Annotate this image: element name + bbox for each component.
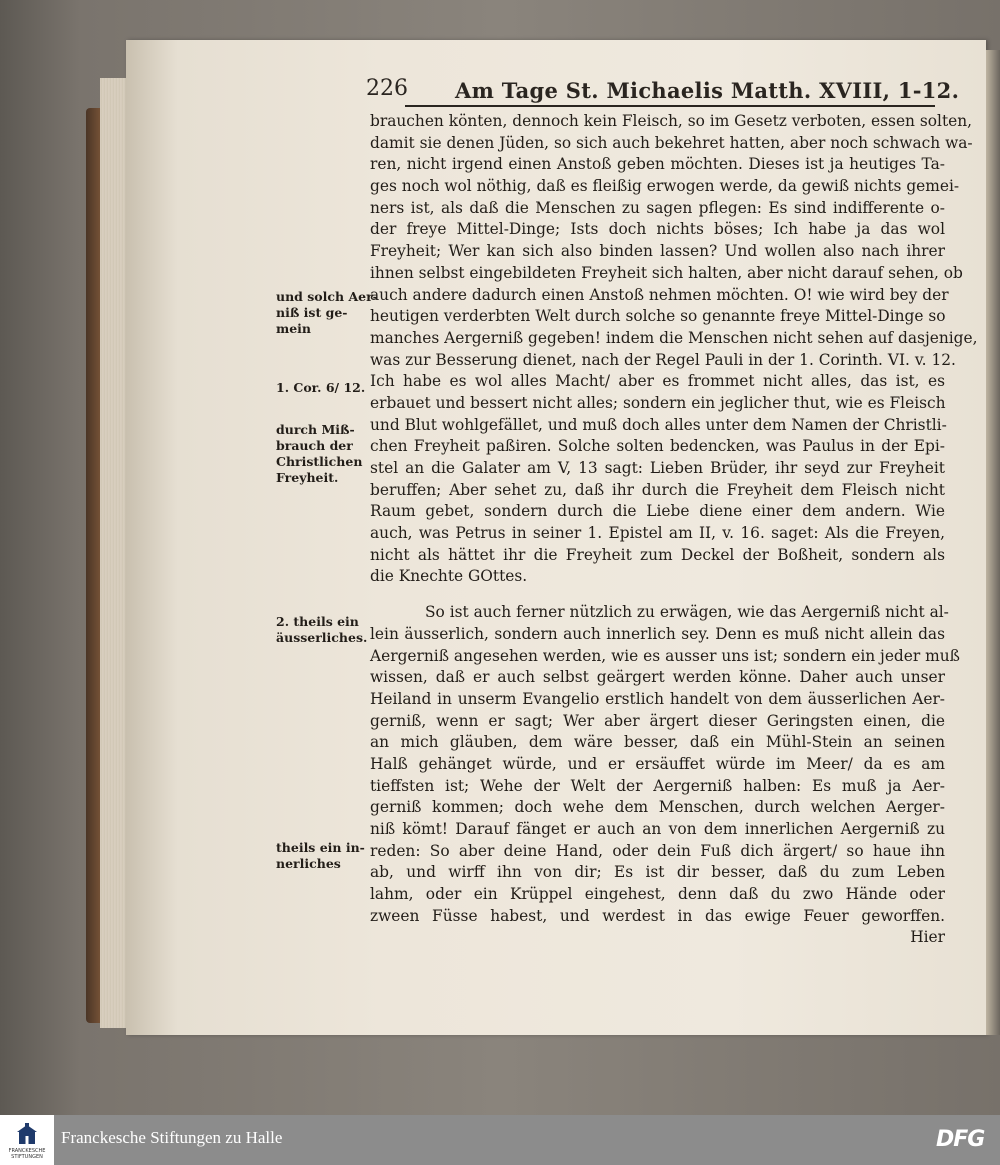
text-line: zween Füsse habest, und werdest in das ewige Feuer geworffen. bbox=[370, 906, 945, 925]
margin-note-innerliches: theils ein in- nerliches bbox=[276, 840, 365, 871]
text-line: tieffsten ist; Wehe der Welt der Aergerniß halben: Es muß ja Aer- bbox=[370, 776, 945, 795]
text-line: und Blut wohlgefället, und muß doch alles unter dem Namen der Christli- bbox=[370, 415, 947, 434]
text-line: wissen, daß er auch selbst geärgert werden könne. Daher auch unser bbox=[370, 668, 945, 687]
text-line: ners ist, als daß die Menschen zu sagen pflegen: Es sind indifferente o- bbox=[370, 198, 945, 217]
text-line: ren, nicht irgend einen Anstoß geben möchten. Dieses ist ja heutiges Ta- bbox=[370, 155, 945, 174]
text-line: lahm, oder ein Krüppel eingehest, denn daß du zwo Hände oder bbox=[370, 885, 945, 904]
page-number: 226 bbox=[366, 76, 408, 101]
text-line: Ich habe es wol alles Macht/ aber es frommet nicht alles, das ist, es bbox=[370, 372, 945, 391]
text-line: Freyheit; Wer kan sich also binden lassen? Und wollen also nach ihrer bbox=[370, 242, 945, 261]
footer-bar bbox=[0, 1115, 1000, 1165]
text-line: ab, und wirff ihn von dir; Es ist dir besser, daß du zum Leben bbox=[370, 863, 945, 882]
text-line: manches Aergerniß gegeben! indem die Menschen nicht sehen auf dasjenige, bbox=[370, 328, 978, 347]
text-line: was zur Besserung dienet, nach der Regel Pauli in der 1. Corinth. VI. v. 12. bbox=[370, 350, 956, 369]
text-line: chen Freyheit paßiren. Solche solten bedencken, was Paulus in der Epi- bbox=[370, 437, 945, 456]
page-right-edge bbox=[986, 50, 1000, 1035]
margin-note-missbrauch: durch Miß- brauch der Christlichen Freyheit. bbox=[276, 422, 363, 485]
text-line: gerniß, wenn er sagt; Wer aber ärgert dieser Geringsten einen, die bbox=[370, 711, 945, 730]
text-line: Aergerniß angesehen werden, wie es ausser uns ist; sondern ein jeder muß bbox=[370, 646, 960, 665]
text-line: erbauet und bessert nicht alles; sondern ein jeglicher thut, wie es Fleisch bbox=[370, 393, 946, 412]
text-line: lein äusserlich, sondern auch innerlich sey. Denn es muß nicht allein das bbox=[370, 624, 945, 643]
institution-name[interactable]: Franckesche Stiftungen zu Halle bbox=[61, 1128, 283, 1147]
building-icon bbox=[17, 1123, 37, 1145]
paragraph-gap bbox=[370, 588, 945, 602]
text-line: Heiland in unserm Evangelio erstlich handelt von dem äusserlichen Aer- bbox=[370, 689, 945, 708]
logo-caption: FRANCKESCHE STIFTUNGEN bbox=[8, 1148, 46, 1160]
text-line: die Knechte GOttes. bbox=[370, 567, 528, 586]
text-line: So ist auch ferner nützlich zu erwägen, wie das Aergerniß nicht al- bbox=[425, 603, 949, 622]
text-line: damit sie denen Jüden, so sich auch bekehret hatten, aber noch schwach wa- bbox=[370, 133, 973, 152]
text-line: niß kömt! Darauf fänget er auch an von dem innerlichen Aergerniß zu bbox=[370, 820, 945, 838]
text-line: stel an die Galater am V, 13 sagt: Lieben Brüder, ihr seyd zur Freyheit bbox=[370, 459, 945, 477]
text-line: Halß gehänget würde, und er ersäuffet würde im Meer/ da es am bbox=[370, 754, 945, 773]
text-line: beruffen; Aber sehet zu, daß ihr durch die Freyheit dem Fleisch nicht bbox=[370, 480, 945, 499]
text-line: brauchen könten, dennoch kein Fleisch, so im Gesetz verboten, essen solten, bbox=[370, 112, 973, 130]
text-line: auch, was Petrus in seiner 1. Epistel am II, v. 16. saget: Als die Freyen, bbox=[370, 524, 945, 543]
text-line: auch andere dadurch einen Anstoß nehmen möchten. O! wie wird bey der bbox=[370, 285, 949, 304]
running-title: Am Tage St. Michaelis Matth. XVIII, 1-12. bbox=[455, 78, 960, 103]
text-line: der freye Mittel-Dinge; Ists doch nichts böses; Ich habe ja das wol bbox=[370, 220, 945, 239]
text-line: nicht als hättet ihr die Freyheit zum Deckel der Boßheit, sondern als bbox=[370, 545, 945, 564]
text-line: ihnen selbst eingebildeten Freyheit sich halten, aber nicht darauf sehen, ob bbox=[370, 263, 963, 282]
dfg-logo[interactable]: DFG bbox=[936, 1127, 985, 1152]
margin-note-aergerniss-gemein: und solch Aer- niß ist ge- mein bbox=[276, 289, 378, 336]
header-rule bbox=[405, 105, 935, 107]
margin-note-corinth-ref: 1. Cor. 6/ 12. bbox=[276, 380, 366, 395]
text-line: reden: So aber deine Hand, oder dein Fuß dich ärgert/ so haue ihn bbox=[370, 841, 945, 860]
margin-note-aeusserliches: 2. theils ein äusserliches. bbox=[276, 614, 368, 645]
institution-logo[interactable] bbox=[0, 1115, 54, 1165]
text-line: an mich gläuben, dem wäre besser, daß ein Mühl-Stein an seinen bbox=[370, 733, 945, 752]
text-line: gerniß kommen; doch wehe dem Menschen, durch welchen Aerger- bbox=[370, 798, 945, 817]
text-line: ges noch wol nöthig, daß es fleißig erwogen werde, da gewiß nichts gemei- bbox=[370, 177, 960, 196]
body-text bbox=[370, 111, 978, 949]
text-line: Raum gebet, sondern durch die Liebe diene einer dem andern. Wie bbox=[370, 502, 945, 521]
text-line: heutigen verderbten Welt durch solche so genannte freye Mittel-Dinge so bbox=[370, 307, 946, 326]
catchword: Hier bbox=[910, 928, 945, 947]
